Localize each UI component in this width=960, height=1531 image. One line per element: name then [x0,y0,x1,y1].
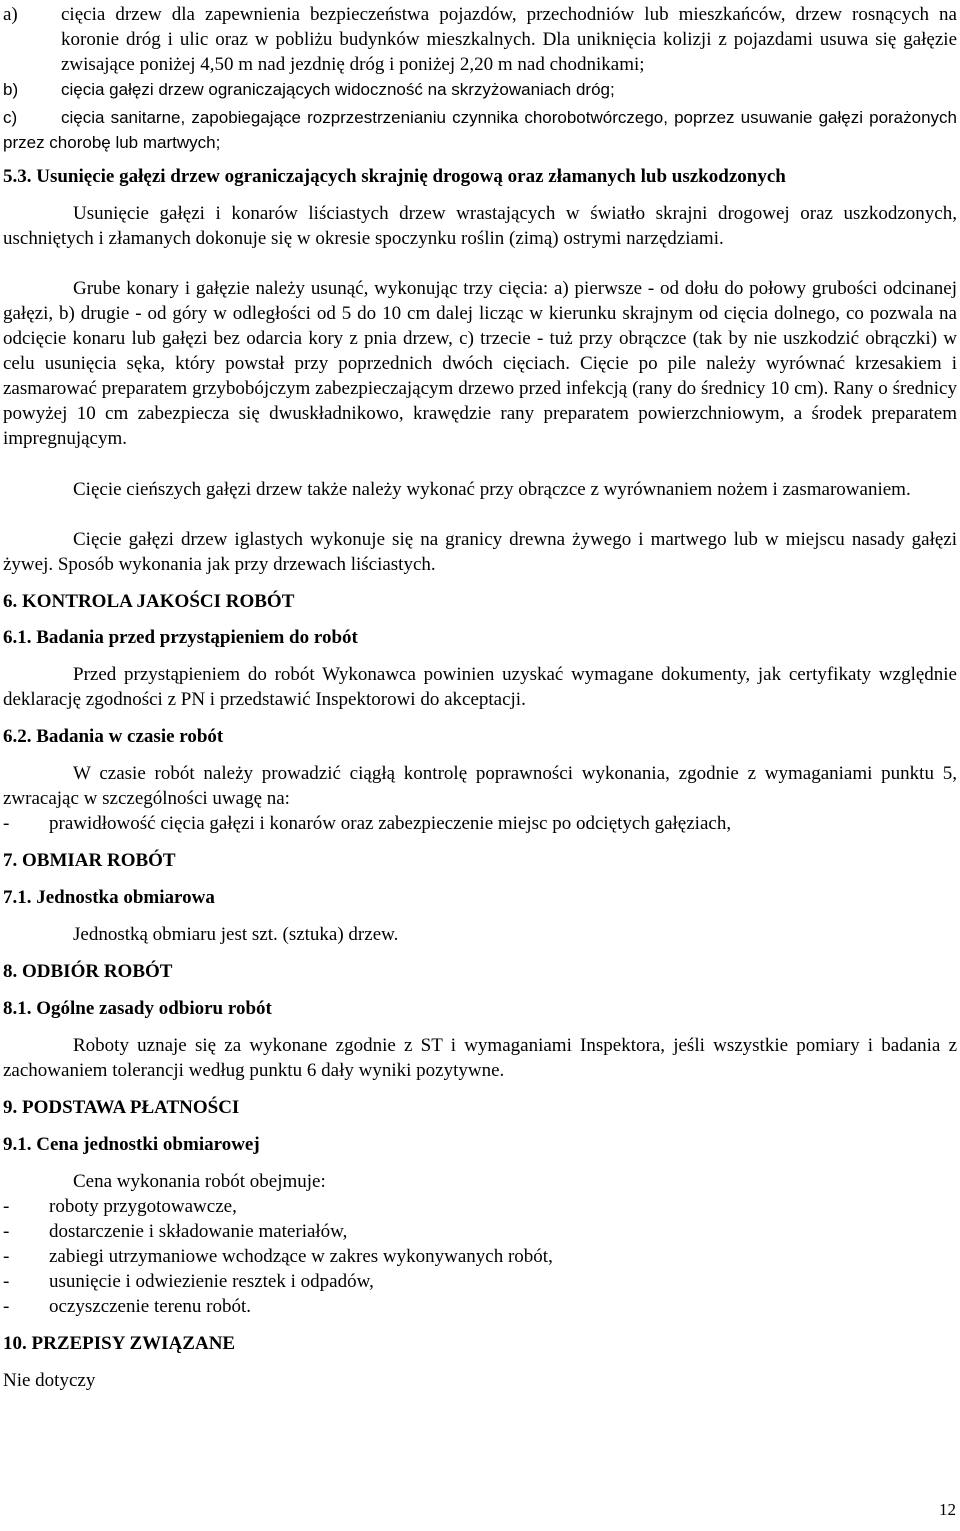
list-item-text: usunięcie i odwiezienie resztek i odpadów, [49,1271,374,1292]
list-item [3,1294,251,1319]
section-heading-9: 9. PODSTAWA PŁATNOŚCI [3,1097,240,1118]
list-item-c [3,105,957,155]
list-item-text: cięcia drzew dla zapewnienia bezpieczeństwa pojazdów, przechodniów lub mieszkańców, drzew rosnących na koronie dróg i ulic oraz w pobliżu budynków mieszkalnych. Dla uniknięcia kolizji z pojazdami usuwa się gałęzie zwisające poniżej 4,50 m nad jezdnię dróg i poniżej 2,20 m nad chodnikami; [61,4,957,75]
section-heading-8: 8. ODBIÓR ROBÓT [3,961,173,982]
list-item [3,1219,347,1244]
bullet-dash: - [3,1221,10,1242]
list-item [3,1194,237,1219]
list-item-text: dostarczenie i składowanie materiałów, [49,1221,348,1242]
subsection-heading-6-1: 6.1. Badania przed przystąpieniem do robót [3,627,358,648]
bullet-dash: - [3,1296,10,1317]
paragraph: Roboty uznaje się za wykonane zgodnie z ST i wymaganiami Inspektora, jeśli wszystkie pomiary i badania z zachowaniem tolerancji według punktu 6 dały wyniki pozytywne. [3,1035,957,1081]
paragraph: Przed przystąpieniem do robót Wykonawca powinien uzyskać wymagane dokumenty, jak certyfikaty względnie deklarację zgodności z PN i przedstawić Inspektorowi do akceptacji. [3,664,957,710]
section-heading-10: 10. PRZEPISY ZWIĄZANE [3,1333,236,1354]
bullet-dash: - [3,1246,10,1267]
list-item [3,1269,374,1294]
section-heading-7: 7. OBMIAR ROBÓT [3,850,176,871]
subsection-heading-9-1: 9.1. Cena jednostki obmiarowej [3,1134,260,1155]
paragraph: Cena wykonania robót obejmuje: [73,1171,326,1192]
list-item [3,1244,553,1269]
paragraph: Nie dotyczy [3,1370,96,1391]
list-item-text: roboty przygotowawcze, [49,1196,237,1217]
section-heading-6: 6. KONTROLA JAKOŚCI ROBÓT [3,591,295,612]
paragraph: Cięcie cieńszych gałęzi drzew także należy wykonać przy obrączce z wyrównaniem nożem i zasmarowaniem. [73,479,911,500]
list-item-label: a) [3,4,18,25]
paragraph: Cięcie gałęzi drzew iglastych wykonuje się na granicy drewna żywego i martwego lub w miejscu nasady gałęzi żywej. Sposób wykonania jak przy drzewach liściastych. [3,529,957,575]
paragraph: Jednostką obmiaru jest szt. (sztuka) drzew. [73,924,399,945]
subsection-heading-6-2: 6.2. Badania w czasie robót [3,726,224,747]
list-item-text: oczyszczenie terenu robót. [49,1296,252,1317]
list-item [3,811,731,836]
section-heading-5-3: 5.3. Usunięcie gałęzi drzew ograniczających skrajnię drogową oraz złamanych lub uszkodzonych [3,166,786,187]
subsection-heading-8-1: 8.1. Ogólne zasady odbioru robót [3,998,272,1019]
list-item-b [3,77,957,102]
list-item-text: zabiegi utrzymaniowe wchodzące w zakres wykonywanych robót, [49,1246,553,1267]
page-number: 12 [939,1500,956,1519]
bullet-dash: - [3,813,10,834]
list-item-label: b) [3,80,19,99]
list-item-text: prawidłowość cięcia gałęzi i konarów oraz zabezpieczenie miejsc po odciętych gałęziach, [49,813,732,834]
list-item-label: c) [3,108,18,127]
bullet-dash: - [3,1196,10,1217]
list-item-text: cięcia sanitarne, zapobiegające rozprzestrzenianiu czynnika chorobotwórczego, poprzez usuwanie gałęzi porażonych przez chorobę lub martwych; [3,108,957,152]
subsection-heading-7-1: 7.1. Jednostka obmiarowa [3,887,215,908]
paragraph: W czasie robót należy prowadzić ciągłą kontrolę poprawności wykonania, zgodnie z wymaganiami punktu 5, zwracając w szczególności uwagę na: [3,763,957,809]
list-item-text: cięcia gałęzi drzew ograniczających widoczność na skrzyżowaniach dróg; [61,80,615,99]
paragraph: Grube konary i gałęzie należy usunąć, wykonując trzy cięcia: a) pierwsze - od dołu do połowy grubości odcinanej gałęzi, b) drugie - od góry w odległości od 5 do 10 cm dalej licząc w kierunku skrajnym od cięcia dolnego, co pozwala na odcięcie konaru lub gałęzi bez odarcia kory z pnia drzew, c) trzecie - tuż przy obrączce (tak by nie uszkodzić obrączki) w celu usunięcia sęka, który powstał przy poprzednich dwóch cięciach. Cięcie po pile należy wyrównać krzesakiem i zasmarować preparatem grzybobójczym zabezpieczającym drzewo przed infekcją (rany do średnicy 10 cm). Rany o średnicy powyżej 10 cm zabezpiecza się dwuskładnikowo, krawędzie rany preparatem powierzchniowym, a środek preparatem impregnującym. [3,278,957,449]
paragraph: Usunięcie gałęzi i konarów liściastych drzew wrastających w światło skrajni drogowej oraz uszkodzonych, uschniętych i złamanych dokonuje się w okresie spoczynku roślin (zimą) ostrymi narzędziami. [3,203,957,249]
bullet-dash: - [3,1271,10,1292]
list-item-a [3,2,957,77]
